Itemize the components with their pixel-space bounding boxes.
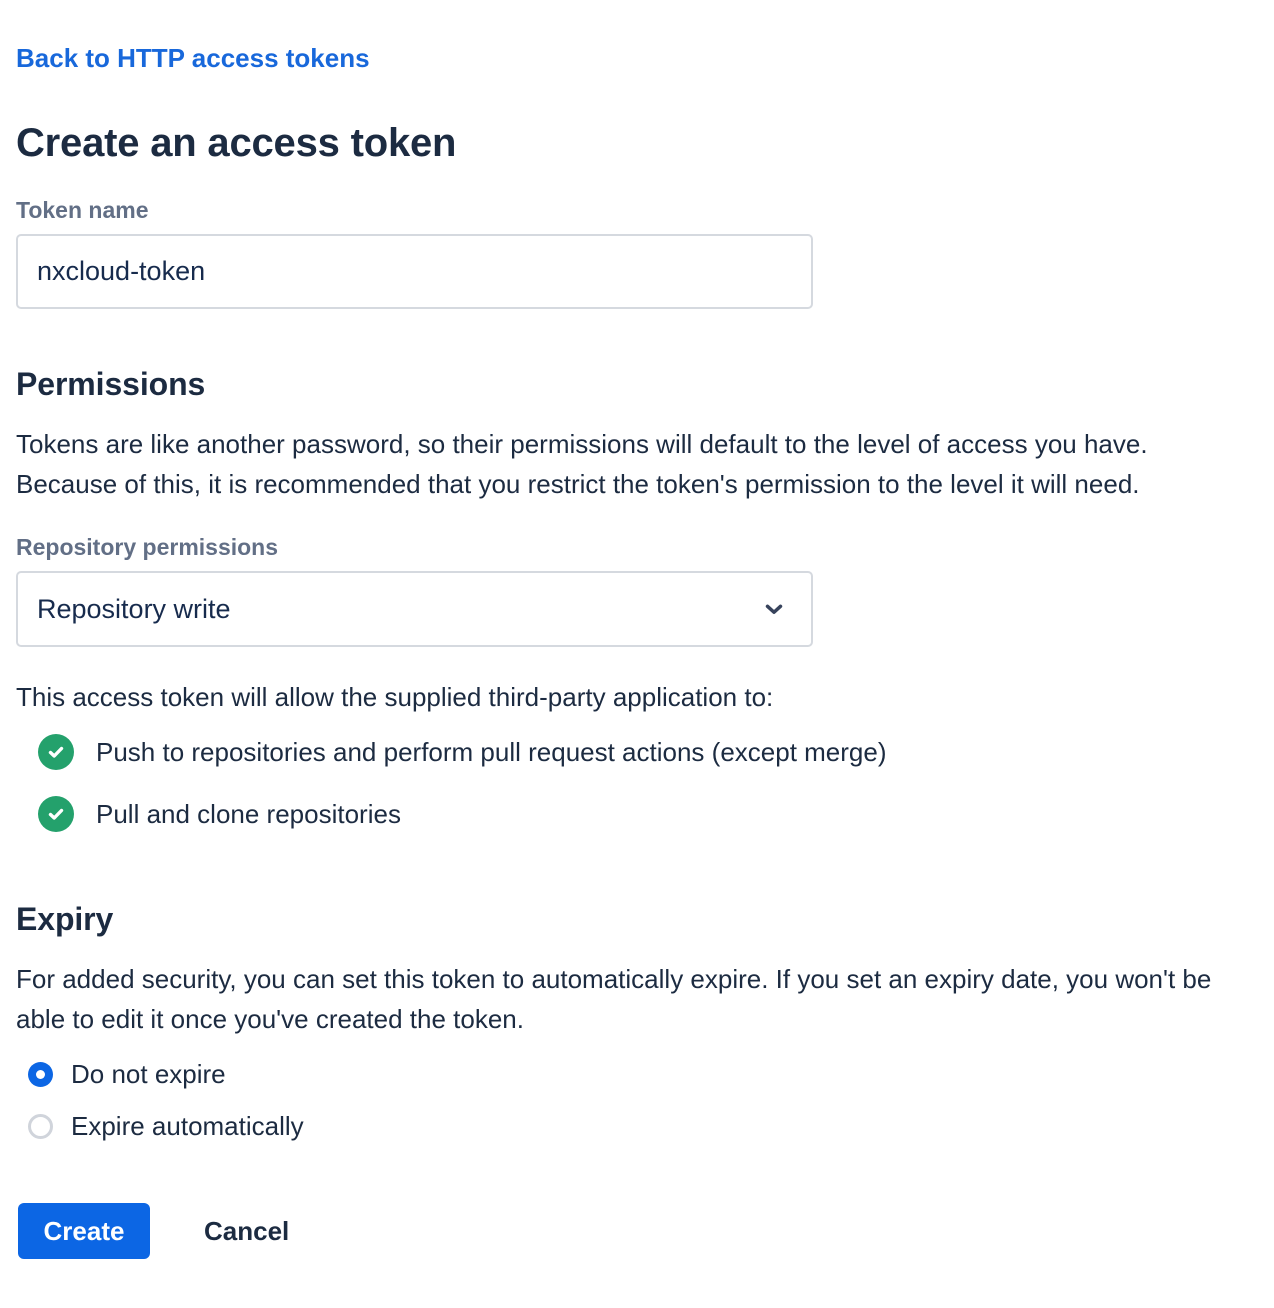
permissions-heading: Permissions [16, 366, 206, 402]
radio-label: Expire automatically [71, 1111, 304, 1141]
permissions-description: Tokens are like another password, so their permissions will default to the level of access you have. Because of this, it is recommended that you restrict the token's permission to the level it will need. [16, 429, 1148, 499]
form-actions [16, 1203, 1258, 1259]
check-icon [38, 796, 74, 832]
radio-option-do-not-expire[interactable] [28, 1059, 1258, 1089]
expiry-description: For added security, you can set this token to automatically expire. If you set an expiry date, you won't be able to edit it once you've created the token. [16, 964, 1212, 1034]
capability-item-push [38, 734, 1258, 770]
back-to-http-access-tokens-link[interactable]: Back to HTTP access tokens [16, 43, 370, 73]
expiry-heading: Expiry [16, 901, 114, 937]
repository-permissions-selected-value: Repository write [37, 593, 231, 624]
token-name-input[interactable] [16, 234, 813, 309]
check-icon [38, 734, 74, 770]
capability-list [16, 734, 1258, 832]
page-title: Create an access token [16, 121, 457, 165]
allow-intro-text: This access token will allow the supplied third-party application to: [16, 682, 774, 712]
capability-text: Push to repositories and perform pull request actions (except merge) [96, 737, 887, 767]
create-button[interactable]: Create [18, 1203, 150, 1259]
radio-unselected-icon[interactable] [28, 1114, 53, 1139]
radio-selected-icon[interactable] [28, 1062, 53, 1087]
repository-permissions-select[interactable] [16, 571, 813, 647]
chevron-down-icon [761, 596, 787, 622]
radio-label: Do not expire [71, 1059, 226, 1089]
token-name-label: Token name [16, 197, 149, 223]
expiry-radio-group [16, 1059, 1258, 1141]
cancel-button[interactable]: Cancel [192, 1208, 301, 1255]
radio-option-expire-automatically[interactable] [28, 1111, 1258, 1141]
capability-item-pull [38, 796, 1258, 832]
repository-permissions-label: Repository permissions [16, 534, 279, 560]
capability-text: Pull and clone repositories [96, 799, 401, 829]
